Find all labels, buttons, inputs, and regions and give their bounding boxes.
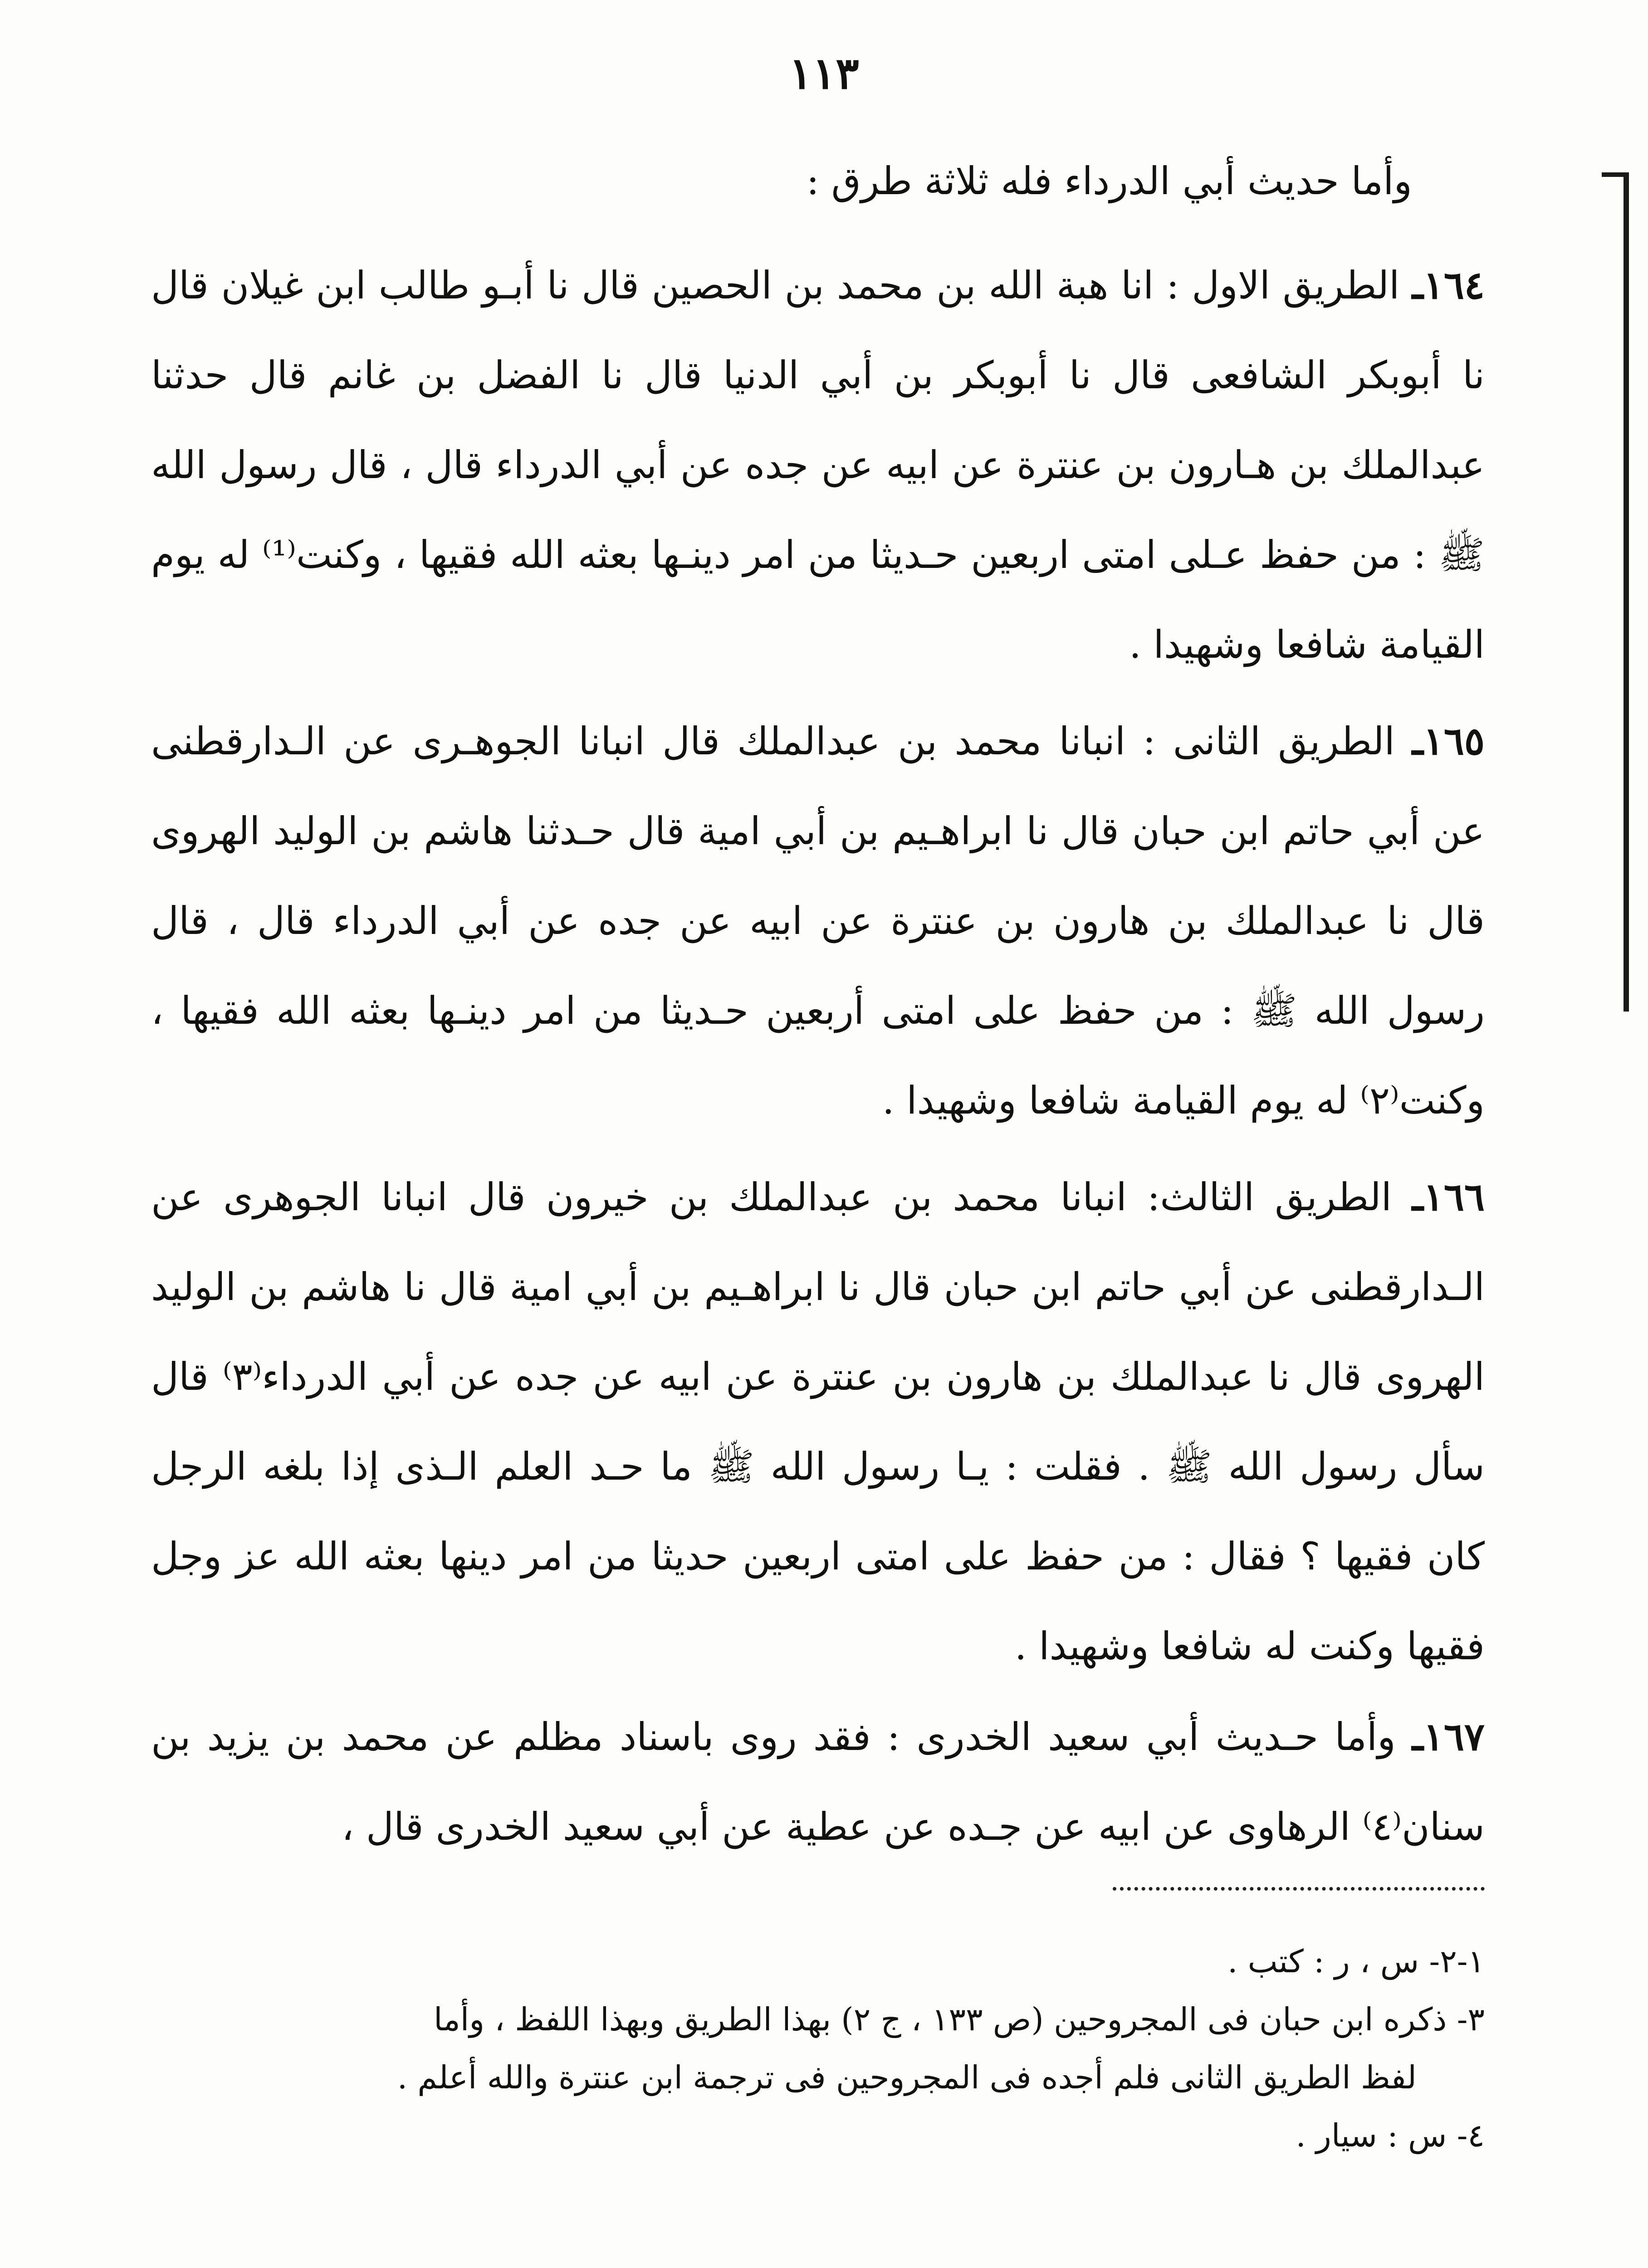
paragraph-text: الطريق الثالث: انبانا محمد بن عبدالملك بن خيرون قال انبانا الجوهرى عن الـدارقطنى عن أبي حاتم ابن حبان قال نا ابراهـيم بن أبي امية قال نا هاشم بن الوليد الهروى قال نا عبدالملك بن هارون بن عنترة عن ابيه عن جده عن أبي الدرداء⁽٣⁾ قال سأل رسول الله ﷺ . فقلت : يـا رسول الله ﷺ ما حـد العلم الـذى إذا بلغه الرجل كان فقيها ؟ فقال : من حفظ على امتى اربعين حديثا من امر دينها بعثه الله عز وجل فقيها وكنت له شافعا وشهيدا . xyxy=(151,1175,1485,1668)
paragraph-number: ١٦٦ـ xyxy=(1412,1174,1485,1219)
footnote-1-2: ١-٢- س ، ر : كتب . xyxy=(1227,1943,1485,1980)
paragraph-number: ١٦٧ـ xyxy=(1412,1714,1485,1759)
footnote-4: ٤- س : سيار . xyxy=(1296,2117,1485,2154)
margin-rule-cap xyxy=(1602,172,1629,177)
footnote-3-continued: لفظ الطريق الثانى فلم أجده فى المجروحين فى ترجمة ابن عنترة والله أعلم . xyxy=(397,2059,1417,2096)
paragraph-number: ١٦٥ـ xyxy=(1412,719,1485,763)
intro-line: وأما حديث أبي الدرداء فله ثلاثة طرق : xyxy=(806,159,1412,203)
hadith-paragraph-165 xyxy=(151,696,1485,1145)
paragraph-text: وأما حـديث أبي سعيد الخدرى : فقد روى باسناد مظلم عن محمد بن يزيد بن سنان⁽٤⁾ الرهاوى عن ابيه عن جـده عن عطية عن أبي سعيد الخدرى قال ، xyxy=(151,1715,1485,1849)
margin-rule xyxy=(1624,172,1629,1012)
footnote-separator xyxy=(1113,1887,1485,1891)
paragraph-text: الطريق الاول : انا هبة الله بن محمد بن الحصين قال نا أبـو طالب ابن غيلان قال نا أبوبكر الشافعى قال نا أبوبكر بن أبي الدنيا قال نا الفضل بن غانم قال حدثنا عبدالملك بن هـارون بن عنترة عن ابيه عن جده عن أبي الدرداء قال ، قال رسول الله ﷺ : من حفظ عـلى امتى اربعين حـديثا من امر دينـها بعثه الله فقيها ، وكنت⁽¹⁾ له يوم القيامة شافعا وشهيدا . xyxy=(151,263,1485,667)
hadith-paragraph-167 xyxy=(151,1692,1485,1872)
footnotes xyxy=(151,1932,1485,2165)
paragraph-number: ١٦٤ـ xyxy=(1412,263,1485,308)
paragraph-text: الطريق الثانى : انبانا محمد بن عبدالملك قال انبانا الجوهـرى عن الـدارقطنى عن أبي حاتم ابن حبان قال نا ابراهـيم بن أبي امية قال حـدثنا هاشم بن الوليد الهروى قال نا عبدالملك بن هارون بن عنترة عن ابيه عن جده عن أبي الدرداء قال ، قال رسول الله ﷺ : من حفظ على امتى أربعين حـديثا من امر دينـها بعثه الله فقيها ، وكنت⁽٢⁾ له يوم القيامة شافعا وشهيدا . xyxy=(151,719,1485,1123)
footnote-3: ٣- ذكره ابن حبان فى المجروحين (ص ١٣٣ ، ج ٢) بهذا الطريق وبهذا اللفظ ، وأما xyxy=(433,2001,1485,2038)
hadith-paragraph-164 xyxy=(151,240,1485,689)
page-number: ١١٣ xyxy=(789,48,859,99)
hadith-paragraph-166 xyxy=(151,1152,1485,1691)
